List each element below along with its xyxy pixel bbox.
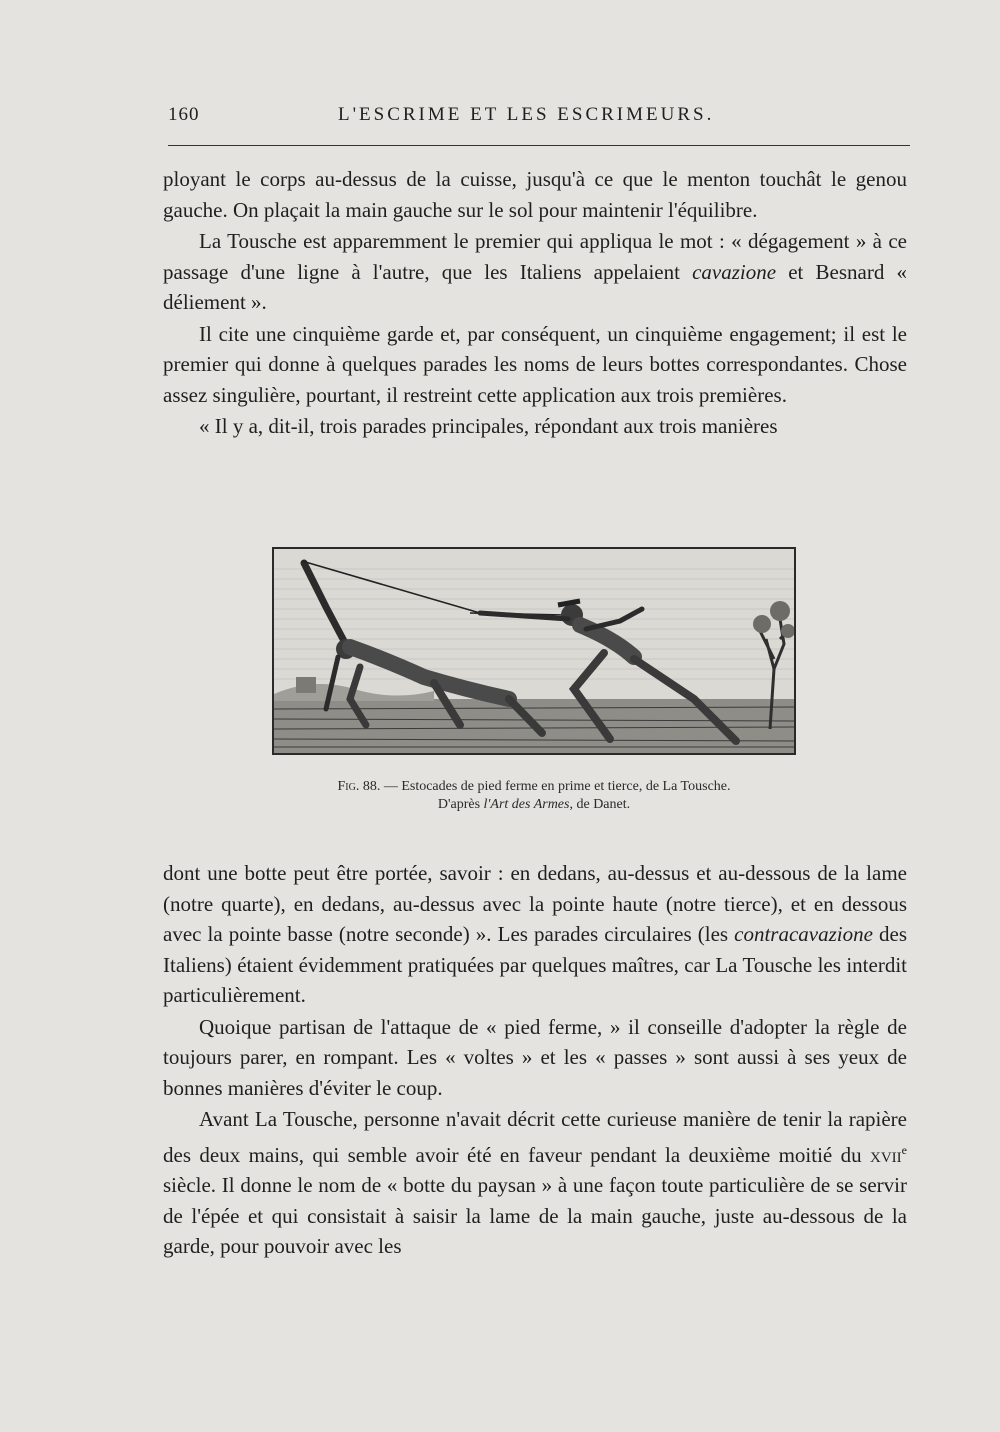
paragraph-1: ployant le corps au-dessus de la cuisse, jusqu'à ce que le menton touchât le genou gauche. On plaçait la main gauche sur le sol pour maintenir l'équilibre. — [163, 167, 907, 222]
paragraph-3: Il cite une cinquième garde et, par conséquent, un cinquième engagement; il est le premier qui donne à quelques parades les noms de leurs bottes correspondantes. Chose assez singulière, pourtant, il restreint cette application aux trois premières. — [163, 321, 907, 407]
paragraph-5-text-a: dont une botte peut être portée, savoir : en dedans, au-dessus et au-dessous de la lame (notre quarte), en dedans, au-dessus avec la pointe haute (notre tierce), et en dessous avec la pointe basse (notre seconde) ». Les parades circulaires (les — [163, 861, 907, 946]
century-superscript: e — [901, 1142, 907, 1157]
caption-source-title: l'Art des Armes — [483, 797, 570, 812]
paragraph-4: « Il y a, dit-il, trois parades principales, répondant aux trois manières — [199, 414, 778, 438]
paragraph-7 — [163, 1104, 907, 1262]
paragraph-2 — [163, 226, 907, 318]
fencing-illustration — [272, 547, 796, 755]
paragraph-2-text-b: et Besnard « déliement ». — [163, 259, 907, 314]
paragraph-7-text-a: Avant La Tousche, personne n'avait décrit cette curieuse manière de tenir la rapière des deux mains, qui semble avoir été en faveur pendant la deuxième moitié du — [163, 1107, 907, 1167]
text-block-top — [163, 164, 907, 443]
paragraph-7-text-b: siècle. Il donne le nom de « botte du paysan » à une façon toute particulière de se servir de l'épée et qui consistait à saisir la lame de la main gauche, juste au-dessous de la garde, pour pouvoir avec les — [163, 1173, 907, 1258]
caption-source-b: , de Danet. — [569, 797, 631, 812]
fencers-engraving — [274, 549, 794, 753]
running-head — [168, 104, 908, 134]
paragraph-6: Quoique partisan de l'attaque de « pied ferme, » il conseille d'adopter la règle de toujours parer, en rompant. Les « voltes » et les « passes » sont aussi à ses yeux de bonnes manières d'éviter le coup. — [163, 1014, 907, 1100]
caption-line-1 — [272, 778, 796, 796]
text-block-bottom — [163, 858, 907, 1263]
page-number: 160 — [168, 104, 200, 125]
header-rule — [168, 145, 910, 146]
paragraph-5-text-b: des Italiens) étaient évidemment pratiquées par quelques maîtres, car La Tousche les interdit particulièrement. — [163, 922, 908, 1007]
term-cavazione: cavazione — [692, 259, 777, 284]
term-contracavazione: contracavazione — [734, 922, 873, 946]
caption-text: — Estocades de pied ferme en prime et tierce, de La Tousche. — [380, 779, 731, 794]
figure-label: Fig. 88. — [337, 779, 381, 794]
century-numeral: xvii — [870, 1142, 902, 1167]
paragraph-5 — [163, 858, 907, 1011]
caption-source-a: D'après — [437, 797, 484, 812]
paragraph-2-text-a: La Tousche est apparemment le premier qui appliqua le mot : « dégagement » à ce passage d'une ligne à l'autre, que les Italiens appelaient — [163, 229, 907, 284]
caption-line-2 — [272, 796, 796, 814]
running-title: L'ESCRIME ET LES ESCRIMEURS. — [338, 104, 715, 125]
figure-caption — [272, 778, 796, 814]
